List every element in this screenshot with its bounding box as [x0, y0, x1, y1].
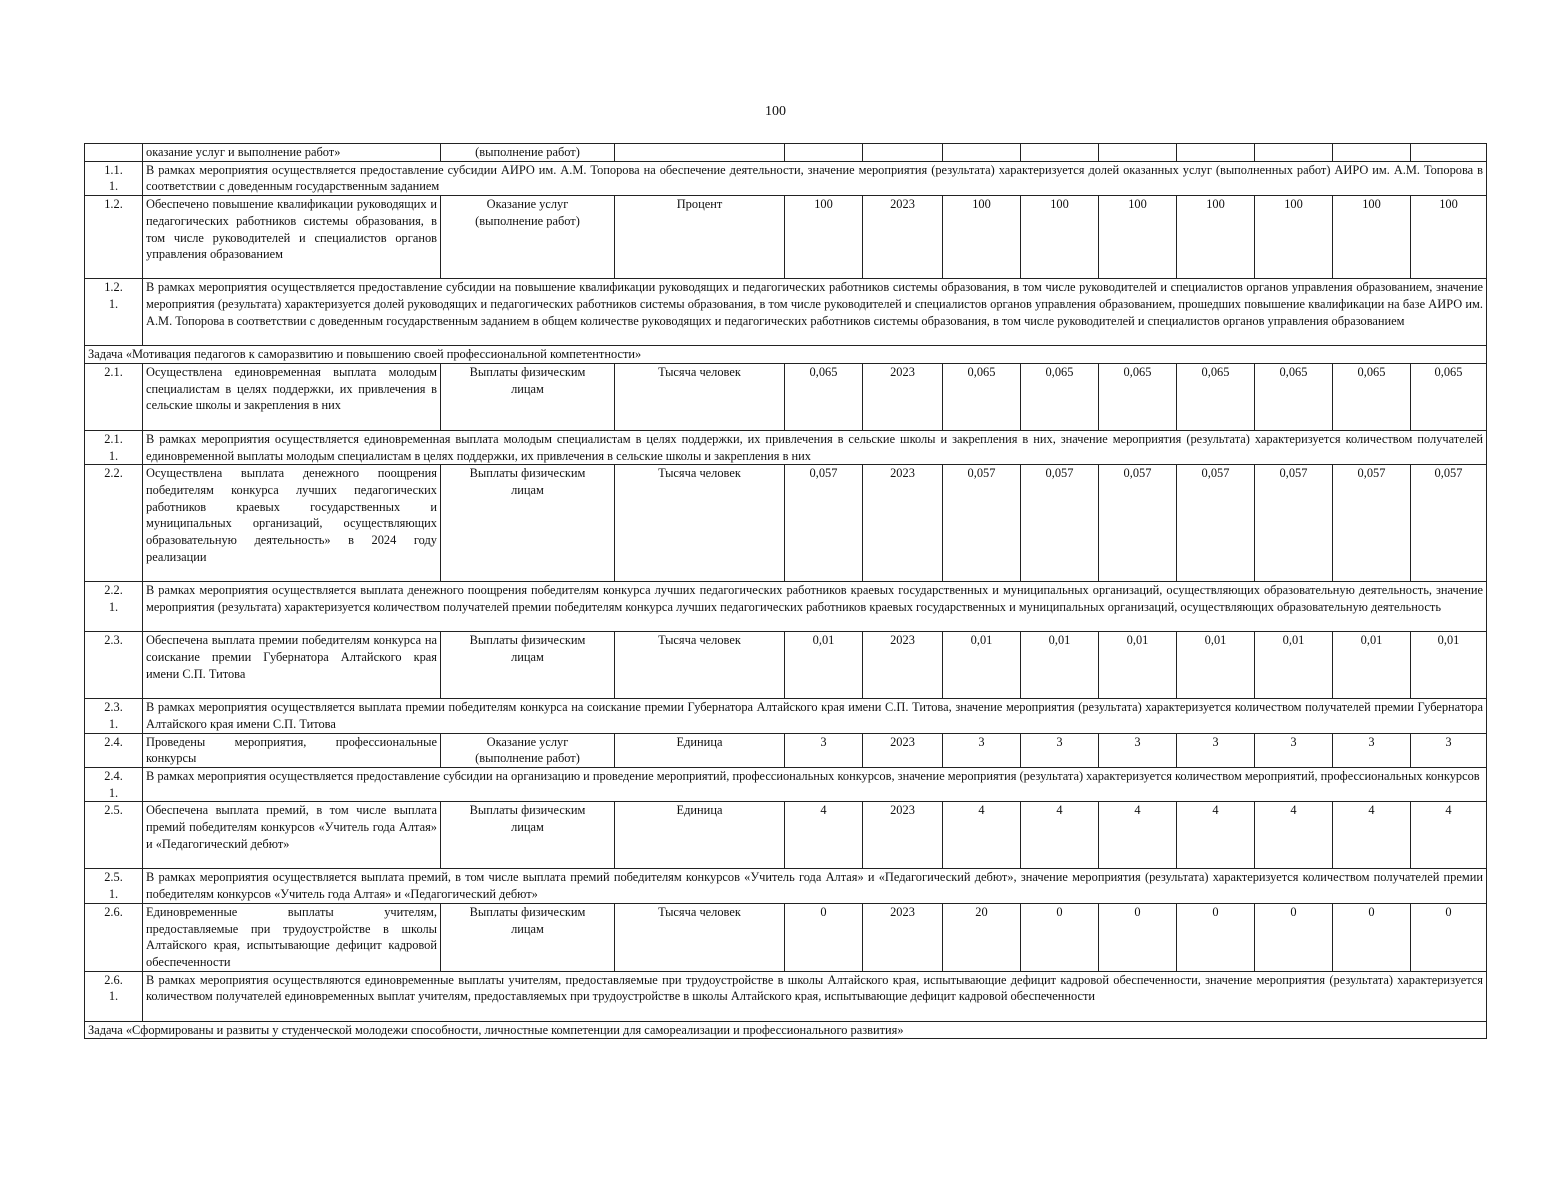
cell-unit: Тысяча человек — [615, 903, 785, 971]
cell-base-value: 3 — [785, 733, 863, 767]
cell-value: 0,065 — [1021, 363, 1099, 430]
cell-value: 4 — [1255, 802, 1333, 869]
cell-unit: Единица — [615, 802, 785, 869]
cell-year — [863, 144, 943, 162]
cell-value: 0 — [1099, 903, 1177, 971]
table-row-task — [85, 1021, 1487, 1039]
cell-base-value: 100 — [785, 196, 863, 279]
page-number: 100 — [765, 104, 786, 119]
cell-value: 100 — [943, 196, 1021, 279]
table-row-continuation — [85, 144, 1487, 162]
cell-value: 0,057 — [1333, 465, 1411, 582]
cell-name: Обеспечена выплата премии победителям конкурса на соискание премии Губернатора Алтайского края имени С.П. Титова — [143, 632, 441, 699]
cell-description: В рамках мероприятия осуществляется единовременная выплата молодым специалистам в целях поддержки, их привлечения в сельские школы и закрепления в них, значение мероприятия (результата) характеризуется количеством получателей единовременной выплаты молодым специалистам в целях поддержки, их привлечения в сельские школы и закрепления в них — [143, 430, 1487, 464]
results-table — [84, 143, 1487, 1039]
cell-number: 2.5. 1. — [85, 869, 143, 903]
cell-description: В рамках мероприятия осуществляется предоставление субсидии АИРО им. А.М. Топорова на обеспечение деятельности, значение мероприятия (результата) характеризуется долей оказанных услуг (выполненных работ) АИРО им. А.М. Топорова в соответствии с доведенным государственным заданием — [143, 161, 1487, 195]
cell-base-value: 0,01 — [785, 632, 863, 699]
cell-base-year: 2023 — [863, 196, 943, 279]
cell-description: В рамках мероприятия осуществляются единовременные выплаты учителям, предоставляемые при трудоустройстве в школы Алтайского края, испытывающие дефицит кадровой обеспеченности, значение мероприятия (результата) характеризуется количеством получателей единовременных выплат учителям, предоставляемых при трудоустройстве в школы Алтайского края, испытывающие дефицит кадровой обеспеченности — [143, 971, 1487, 1021]
cell-value: 0 — [1021, 903, 1099, 971]
cell-unit: Тысяча человек — [615, 465, 785, 582]
cell-value: 100 — [1021, 196, 1099, 279]
cell-task-title: Задача «Сформированы и развиты у студенческой молодежи способности, личностные компетенции для самореализации и профессионального развития» — [85, 1021, 1487, 1039]
cell-type: Оказание услуг (выполнение работ) — [441, 196, 615, 279]
cell-type: Оказание услуг (выполнение работ) — [441, 733, 615, 767]
table-row-item — [85, 196, 1487, 279]
cell-value: 100 — [1333, 196, 1411, 279]
table-row-item — [85, 363, 1487, 430]
cell-value: 0 — [1177, 903, 1255, 971]
cell-value: 3 — [943, 733, 1021, 767]
cell-value: 100 — [1255, 196, 1333, 279]
cell-description: В рамках мероприятия осуществляется предоставление субсидии на повышение квалификации руководящих и педагогических работников системы образования, в том числе руководителей и специалистов органов управления образованием, значение мероприятия (результата) характеризуется долей руководящих и педагогических работников системы образования, в том числе руководителей и специалистов органов управления образованием, прошедших повышение квалификации на базе АИРО им. А.М. Топорова в соответствии с доведенным государственным заданием в общем количестве руководящих и педагогических работников системы образования, в том числе руководителей и специалистов органов управления образованием — [143, 279, 1487, 346]
cell-name: Обеспечена выплата премий, в том числе выплата премий победителям конкурсов «Учитель года Алтая» и «Педагогический дебют» — [143, 802, 441, 869]
cell-base — [785, 144, 863, 162]
cell-type: Выплаты физическим лицам — [441, 363, 615, 430]
cell-base-year: 2023 — [863, 733, 943, 767]
cell-value — [1099, 144, 1177, 162]
cell-number: 2.2. — [85, 465, 143, 582]
cell-value: 0,065 — [1177, 363, 1255, 430]
cell-value: 0,057 — [1411, 465, 1487, 582]
cell-description: В рамках мероприятия осуществляется выплата денежного поощрения победителям конкурса лучших педагогических работников краевых государственных и муниципальных организаций, осуществляющих образовательную деятельность, значение мероприятия (результата) характеризуется количеством получателей премии победителям конкурса лучших педагогических работников краевых государственных и муниципальных организаций, осуществляющих образовательную деятельность — [143, 582, 1487, 632]
cell-base-year: 2023 — [863, 802, 943, 869]
cell-number: 2.6. 1. — [85, 971, 143, 1021]
cell-base-value: 0,057 — [785, 465, 863, 582]
cell-base-value: 0 — [785, 903, 863, 971]
cell-value: 20 — [943, 903, 1021, 971]
cell-value: 0 — [1411, 903, 1487, 971]
cell-value: 100 — [1411, 196, 1487, 279]
table-row-description — [85, 430, 1487, 464]
cell-value — [1021, 144, 1099, 162]
cell-value — [1177, 144, 1255, 162]
cell-value: 0,057 — [1255, 465, 1333, 582]
cell-value: 0,057 — [943, 465, 1021, 582]
cell-value: 4 — [1099, 802, 1177, 869]
table-row-item — [85, 802, 1487, 869]
table-row-item — [85, 903, 1487, 971]
table-row-description — [85, 869, 1487, 903]
cell-number: 2.4. — [85, 733, 143, 767]
cell-value: 0,057 — [1177, 465, 1255, 582]
cell-value — [1411, 144, 1487, 162]
cell-name: Обеспечено повышение квалификации руководящих и педагогических работников системы образования, в том числе руководителей и специалистов органов управления образованием — [143, 196, 441, 279]
cell-number: 1.2. 1. — [85, 279, 143, 346]
table-row-description — [85, 161, 1487, 195]
cell-value: 4 — [1333, 802, 1411, 869]
cell-description: В рамках мероприятия осуществляется выплата премий, в том числе выплата премий победителям конкурсов «Учитель года Алтая» и «Педагогический дебют», значение мероприятия (результата) характеризуется количеством получателей премии победителям конкурсов «Учитель года Алтая» и «Педагогический дебют» — [143, 869, 1487, 903]
cell-value: 0,065 — [1411, 363, 1487, 430]
cell-type: (выполнение работ) — [441, 144, 615, 162]
table-row-task — [85, 346, 1487, 364]
cell-number: 2.5. — [85, 802, 143, 869]
cell-description: В рамках мероприятия осуществляется выплата премии победителям конкурса на соискание премии Губернатора Алтайского края имени С.П. Титова, значение мероприятия (результата) характеризуется количеством получателей премии Губернатора Алтайского края имени С.П. Титова — [143, 699, 1487, 733]
cell-value: 0,057 — [1021, 465, 1099, 582]
cell-value: 0,065 — [1255, 363, 1333, 430]
cell-value — [943, 144, 1021, 162]
cell-type: Выплаты физическим лицам — [441, 465, 615, 582]
cell-value: 4 — [1411, 802, 1487, 869]
cell-unit: Процент — [615, 196, 785, 279]
cell-type: Выплаты физическим лицам — [441, 903, 615, 971]
cell-number: 1.2. — [85, 196, 143, 279]
cell-value: 0,065 — [1333, 363, 1411, 430]
table-row-item — [85, 733, 1487, 767]
cell-value: 0,01 — [1099, 632, 1177, 699]
cell-base-year: 2023 — [863, 363, 943, 430]
cell-unit: Единица — [615, 733, 785, 767]
cell-value: 0 — [1333, 903, 1411, 971]
cell-base-year: 2023 — [863, 903, 943, 971]
table-body — [85, 144, 1487, 1039]
table-row-description — [85, 768, 1487, 802]
cell-number: 2.1. — [85, 363, 143, 430]
cell-number: 2.2. 1. — [85, 582, 143, 632]
cell-name: Осуществлена единовременная выплата молодым специалистам в целях поддержки, их привлечения в сельские школы и закрепления в них — [143, 363, 441, 430]
cell-type: Выплаты физическим лицам — [441, 802, 615, 869]
cell-name: оказание услуг и выполнение работ» — [143, 144, 441, 162]
cell-value: 3 — [1021, 733, 1099, 767]
cell-value: 0,01 — [1333, 632, 1411, 699]
cell-unit: Тысяча человек — [615, 632, 785, 699]
cell-number: 1.1. 1. — [85, 161, 143, 195]
cell-value: 0,057 — [1099, 465, 1177, 582]
cell-number: 2.3. 1. — [85, 699, 143, 733]
cell-base-year: 2023 — [863, 632, 943, 699]
cell-number: 2.6. — [85, 903, 143, 971]
cell-name: Осуществлена выплата денежного поощрения победителям конкурса лучших педагогических работников краевых государственных и муниципальных организаций, осуществляющих образовательную деятельность» в 2024 году реализации — [143, 465, 441, 582]
cell-base-value: 0,065 — [785, 363, 863, 430]
cell-value — [1333, 144, 1411, 162]
cell-value — [1255, 144, 1333, 162]
cell-value: 4 — [943, 802, 1021, 869]
cell-number — [85, 144, 143, 162]
cell-value: 0,01 — [1021, 632, 1099, 699]
table-row-item — [85, 465, 1487, 582]
cell-value: 0,065 — [1099, 363, 1177, 430]
table-row-description — [85, 699, 1487, 733]
cell-value: 0,01 — [1411, 632, 1487, 699]
cell-name: Проведены мероприятия, профессиональные конкурсы — [143, 733, 441, 767]
cell-value: 3 — [1099, 733, 1177, 767]
cell-value: 3 — [1333, 733, 1411, 767]
cell-value: 4 — [1021, 802, 1099, 869]
table-row-description — [85, 279, 1487, 346]
cell-number: 2.3. — [85, 632, 143, 699]
cell-value: 0 — [1255, 903, 1333, 971]
table-row-item — [85, 632, 1487, 699]
cell-unit: Тысяча человек — [615, 363, 785, 430]
table-row-description — [85, 582, 1487, 632]
cell-type: Выплаты физическим лицам — [441, 632, 615, 699]
table-row-description — [85, 971, 1487, 1021]
cell-value: 4 — [1177, 802, 1255, 869]
cell-value: 0,01 — [943, 632, 1021, 699]
cell-base-value: 4 — [785, 802, 863, 869]
cell-value: 3 — [1177, 733, 1255, 767]
cell-unit — [615, 144, 785, 162]
cell-value: 100 — [1099, 196, 1177, 279]
cell-value: 0,065 — [943, 363, 1021, 430]
cell-value: 0,01 — [1177, 632, 1255, 699]
cell-value: 100 — [1177, 196, 1255, 279]
cell-description: В рамках мероприятия осуществляется предоставление субсидии на организацию и проведение мероприятий, профессиональных конкурсов, значение мероприятия (результата) характеризуется количеством мероприятий, профессиональных конкурсов — [143, 768, 1487, 802]
cell-value: 0,01 — [1255, 632, 1333, 699]
cell-value: 3 — [1255, 733, 1333, 767]
cell-number: 2.1. 1. — [85, 430, 143, 464]
cell-value: 3 — [1411, 733, 1487, 767]
cell-name: Единовременные выплаты учителям, предоставляемые при трудоустройстве в школы Алтайского края, испытывающие дефицит кадровой обеспеченности — [143, 903, 441, 971]
cell-number: 2.4. 1. — [85, 768, 143, 802]
cell-task-title: Задача «Мотивация педагогов к саморазвитию и повышению своей профессиональной компетентности» — [85, 346, 1487, 364]
cell-base-year: 2023 — [863, 465, 943, 582]
